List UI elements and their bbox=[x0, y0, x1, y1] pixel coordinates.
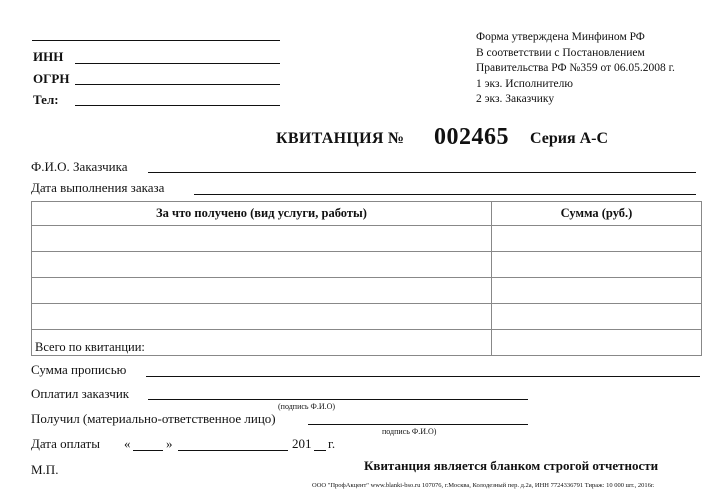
approval-line-4: 1 экз. Исполнителю bbox=[476, 77, 573, 90]
table-row bbox=[32, 278, 702, 304]
quote-close: » bbox=[166, 436, 173, 451]
receipt-series: Серия А-С bbox=[530, 130, 609, 147]
service-cell[interactable] bbox=[32, 278, 492, 304]
inn-label: ИНН bbox=[33, 49, 64, 64]
service-cell[interactable] bbox=[32, 252, 492, 278]
column-header-service: За что получено (вид услуги, работы) bbox=[32, 202, 492, 226]
approval-line-5: 2 экз. Заказчику bbox=[476, 93, 555, 105]
customer-fio-label: Ф.И.О. Заказчика bbox=[31, 159, 128, 174]
org-name-line[interactable] bbox=[32, 40, 280, 41]
table-row bbox=[32, 226, 702, 252]
ogrn-line[interactable] bbox=[75, 84, 280, 85]
inn-line[interactable] bbox=[75, 63, 280, 64]
signature-hint-customer: (подпись Ф.И.О) bbox=[278, 402, 336, 411]
sum-cell[interactable] bbox=[492, 252, 702, 278]
column-header-sum: Сумма (руб.) bbox=[492, 202, 702, 226]
receipt-title: КВИТАНЦИЯ № bbox=[276, 130, 405, 147]
received-by-line[interactable] bbox=[308, 424, 528, 425]
quote-open: « bbox=[124, 436, 131, 451]
approval-line-2: В соответствии с Постановлением bbox=[476, 46, 645, 59]
approval-line-3: Правительства РФ №359 от 06.05.2008 г. bbox=[476, 62, 675, 74]
order-date-label: Дата выполнения заказа bbox=[31, 180, 165, 195]
total-sum-cell[interactable] bbox=[492, 330, 702, 356]
payment-year-line[interactable] bbox=[314, 450, 326, 451]
approval-line-1: Форма утверждена Минфином РФ bbox=[476, 31, 645, 43]
table-header-row bbox=[32, 202, 702, 226]
phone-label: Тел: bbox=[33, 92, 59, 107]
sum-in-words-line[interactable] bbox=[146, 376, 700, 377]
order-date-line[interactable] bbox=[194, 194, 696, 195]
year-prefix: 201 bbox=[292, 436, 312, 451]
receipt-number: 002465 bbox=[434, 124, 509, 150]
service-cell[interactable] bbox=[32, 226, 492, 252]
strict-form-notice: Квитанция является бланком строгой отчетности bbox=[364, 458, 659, 473]
payment-month-line[interactable] bbox=[178, 450, 288, 451]
sum-cell[interactable] bbox=[492, 226, 702, 252]
customer-fio-line[interactable] bbox=[148, 172, 696, 173]
total-row bbox=[32, 330, 702, 356]
payment-day-line[interactable] bbox=[133, 450, 163, 451]
total-label: Всего по квитанции: bbox=[32, 330, 492, 356]
year-suffix: г. bbox=[328, 436, 336, 451]
paid-by-label: Оплатил заказчик bbox=[31, 386, 130, 401]
ogrn-label: ОГРН bbox=[33, 71, 70, 86]
table-row bbox=[32, 304, 702, 330]
printer-footer: ООО "ПрофАкцент" www.blanki-bso.ru 107076, г.Москва, Колодезный пер. д.2а, ИНН 7724336791 Тираж: 10 000 шт., 2016г. bbox=[312, 482, 655, 489]
sum-cell[interactable] bbox=[492, 278, 702, 304]
payment-date-label: Дата оплаты bbox=[31, 436, 100, 451]
signature-hint-receiver: подпись Ф.И.О) bbox=[382, 427, 437, 436]
stamp-label: М.П. bbox=[31, 462, 59, 477]
paid-by-line[interactable] bbox=[148, 399, 528, 400]
approval-block bbox=[476, 30, 675, 108]
service-cell[interactable] bbox=[32, 304, 492, 330]
sum-in-words-label: Сумма прописью bbox=[31, 362, 127, 377]
table-row bbox=[32, 252, 702, 278]
phone-line[interactable] bbox=[75, 105, 280, 106]
services-table bbox=[31, 201, 702, 356]
sum-cell[interactable] bbox=[492, 304, 702, 330]
received-by-label: Получил (материально-ответственное лицо) bbox=[31, 411, 276, 426]
